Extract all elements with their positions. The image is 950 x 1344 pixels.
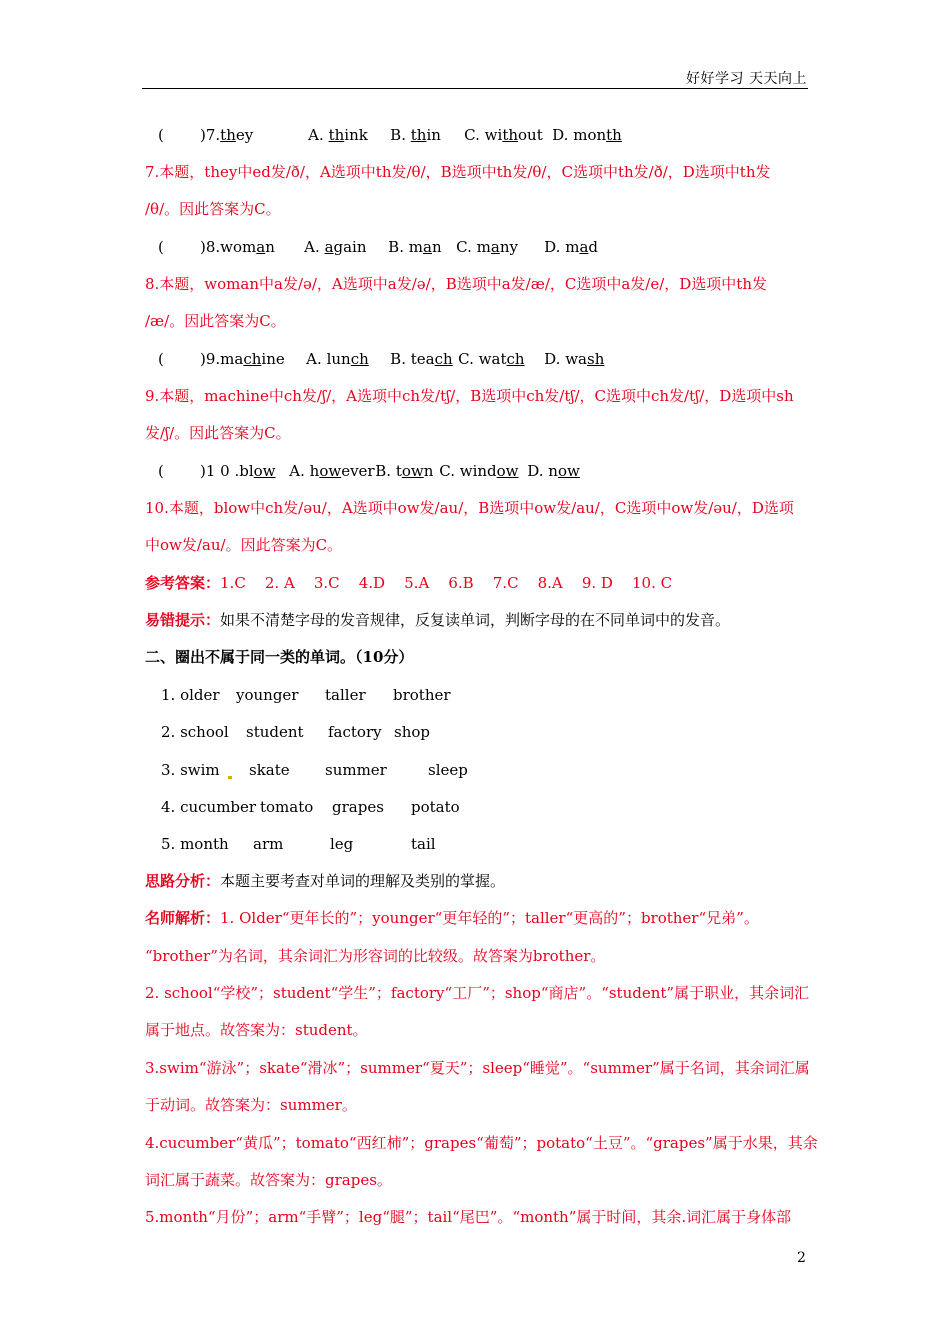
question-10: ( )1 0 .blow A. howeverB. town C. window D. now — [158, 462, 580, 480]
explanation-8-line1: 8.本题，woman中a发/ə/，A选项中a发/ə/，B选项中a发/æ/，C选项中a发/e/，D选项中th发 — [145, 275, 767, 293]
option-c: C. without — [464, 126, 543, 144]
explanation-9-line2: 发/ʃ/。因此答案为C。 — [145, 424, 291, 442]
teacher-line5: 3.swim“游泳”；skate“滑冰”；summer“夏天”；sleep“睡觉”。“summer”属于名词，其余词汇属 — [145, 1059, 810, 1077]
option-b: B. teach — [390, 350, 453, 368]
option-c: C. window — [439, 462, 519, 480]
word: tomato — [260, 798, 314, 816]
question-8: ( )8.woman A. again B. man C. many D. mad — [158, 238, 599, 256]
option-d: D. month — [552, 126, 622, 144]
option-a: A. think — [308, 126, 368, 144]
question-7: ( )7.they A. think B. thin C. without D. month — [158, 126, 622, 144]
header-rule — [142, 88, 808, 89]
word: potato — [411, 798, 460, 816]
analysis-label: 思路分析： — [145, 872, 221, 890]
word: 2. school — [161, 723, 229, 741]
explanation-10-line1: 10.本题，blow中ch发/əu/，A选项中ow发/au/，B选项中ow发/au/，C选项中ow发/əu/，D选项 — [145, 499, 794, 517]
word: skate — [249, 761, 290, 779]
word: 4. cucumber — [161, 798, 257, 816]
teacher-line3: 2. school“学校”；student“学生”；factory“工厂”；shop“商店”。“student”属于职业，其余词汇 — [145, 984, 810, 1002]
reference-answers — [145, 573, 672, 593]
question-paren: ( — [158, 126, 164, 144]
teacher-line2: “brother”为名词，其余词汇为形容词的比较级。故答案为brother。 — [145, 947, 606, 965]
question-number: )7. — [200, 126, 221, 144]
option-b: B. man — [388, 238, 442, 256]
option-c: C. watch — [458, 350, 525, 368]
word: sleep — [428, 761, 468, 779]
word: leg — [330, 835, 354, 853]
option-b: B. town — [375, 462, 434, 480]
option-d: D. wash — [544, 350, 605, 368]
word: summer — [325, 761, 387, 779]
tip-label: 易错提示： — [145, 611, 221, 629]
option-a: A. however — [289, 462, 375, 480]
analysis-text: 本题主要考查对单词的理解及类别的掌握。 — [220, 872, 506, 890]
explanation-7-line1: 7.本题，they中ed发/ð/，A选项中th发/θ/，B选项中th发/θ/，C选项中th发/ð/，D选项中th发 — [145, 163, 771, 181]
word: 1. older — [161, 686, 220, 704]
page-header: 好好学习 天天向上 — [686, 71, 807, 87]
teacher-line1: 名师解析：1. Older“更年长的”；younger“更年轻的”；taller“更高的”；brother“兄弟”。 — [145, 909, 759, 927]
word-with-mark: 3. swim — [161, 760, 232, 780]
word: grapes — [332, 798, 384, 816]
tip-text: 如果不清楚字母的发音规律，反复读单词，判断字母的在不同单词中的发音。 — [220, 611, 731, 629]
error-tip — [145, 610, 730, 630]
question-word: th — [220, 126, 236, 144]
teacher-line4: 属于地点。故答案为：student。 — [145, 1021, 368, 1039]
section2-title: 二、圈出不属于同一类的单词。（10分） — [145, 648, 414, 666]
word: factory — [328, 723, 382, 741]
word: shop — [394, 723, 430, 741]
explanation-9-line1: 9.本题，machine中ch发/ʃ/，A选项中ch发/tʃ/，B选项中ch发/tʃ/，C选项中ch发/tʃ/，D选项中sh — [145, 387, 794, 405]
teacher-line7: 4.cucumber“黄瓜”；tomato“西红柿”；grapes“葡萄”；potato“土豆”。“grapes”属于水果，其余 — [145, 1134, 818, 1152]
teacher-label: 名师解析： — [145, 909, 221, 927]
word: taller — [325, 686, 366, 704]
option-b: B. thin — [390, 126, 441, 144]
teacher-line8: 词汇属于蔬菜。故答案为：grapes。 — [145, 1171, 392, 1189]
word: student — [246, 723, 304, 741]
answers-label: 参考答案： — [145, 574, 221, 592]
explanation-7-line2: /θ/。因此答案为C。 — [145, 200, 281, 218]
analysis — [145, 871, 505, 891]
word: tail — [411, 835, 436, 853]
option-a: A. lunch — [306, 350, 369, 368]
stray-mark — [228, 776, 232, 779]
answers-text: 1.C 2. A 3.C 4.D 5.A 6.B 7.C 8.A 9. D 10. C — [220, 574, 673, 592]
teacher-line6: 于动词。故答案为：summer。 — [145, 1096, 357, 1114]
teacher-line9: 5.month“月份”；arm“手臂”；leg“腿”；tail“尾巴”。“month”属于时间，其余.词汇属于身体部 — [145, 1208, 792, 1226]
word: younger — [236, 686, 299, 704]
question-9: ( )9.machine A. lunch B. teach C. watch D. wash — [158, 350, 605, 368]
word: arm — [253, 835, 284, 853]
option-d: D. now — [527, 462, 580, 480]
option-c: C. many — [456, 238, 518, 256]
option-d: D. mad — [544, 238, 599, 256]
option-a: A. again — [304, 238, 367, 256]
page-number: 2 — [797, 1250, 806, 1266]
explanation-8-line2: /æ/。因此答案为C。 — [145, 312, 286, 330]
word: brother — [393, 686, 451, 704]
word: 5. month — [161, 835, 229, 853]
explanation-10-line2: 中ow发/au/。因此答案为C。 — [145, 536, 343, 554]
